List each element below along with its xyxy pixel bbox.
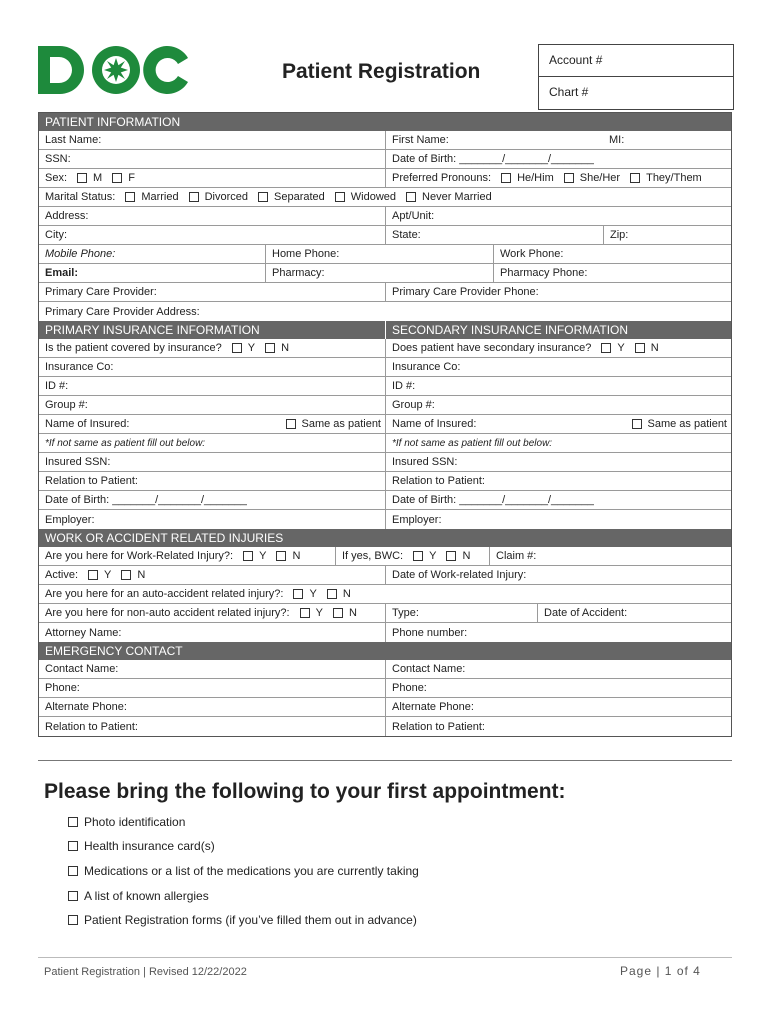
- table-row: [39, 283, 731, 302]
- table-row: [39, 169, 731, 188]
- doc-logo: [36, 44, 196, 98]
- checkbox-auto-yes[interactable]: [293, 589, 303, 599]
- primary-insurance-co-field[interactable]: Insurance Co:: [45, 361, 114, 373]
- work-injury-question: Are you here for Work-Related Injury?: Y N: [45, 550, 301, 562]
- table-row: [39, 453, 731, 472]
- address-field[interactable]: Address:: [45, 210, 89, 222]
- table-row: [39, 585, 731, 604]
- table-row: [39, 604, 731, 623]
- secondary-insured-ssn-field[interactable]: Insured SSN:: [385, 453, 731, 471]
- emergency-contact-name-2[interactable]: Contact Name:: [385, 660, 731, 678]
- table-row: [39, 207, 731, 226]
- table-row: [39, 415, 731, 434]
- section-primary-insurance: PRIMARY INSURANCE INFORMATION: [39, 321, 385, 339]
- home-phone-field[interactable]: Home Phone:: [265, 245, 493, 263]
- claim-field[interactable]: Claim #:: [489, 547, 731, 565]
- list-item: Patient Registration forms (if you’ve filled them out in advance): [68, 913, 417, 927]
- checkbox-secondary-yes[interactable]: [601, 343, 611, 353]
- table-row: [39, 150, 731, 169]
- secondary-insured-dob-field[interactable]: Date of Birth: _______/_______/_______: [385, 491, 731, 509]
- secondary-group-field[interactable]: Group #:: [385, 396, 731, 414]
- non-auto-accident-question: Are you here for non-auto accident related injury?: Y N: [45, 607, 357, 619]
- table-row: [39, 698, 731, 717]
- table-row: [39, 491, 731, 510]
- checkbox-auto-no[interactable]: [327, 589, 337, 599]
- emergency-alt-phone-1[interactable]: Alternate Phone:: [45, 701, 127, 713]
- secondary-id-field[interactable]: ID #:: [385, 377, 731, 395]
- primary-employer-field[interactable]: Employer:: [45, 513, 95, 526]
- checkbox-married[interactable]: [125, 192, 135, 202]
- checkbox-nonauto-yes[interactable]: [300, 608, 310, 618]
- secondary-insurance-co-field[interactable]: Insurance Co:: [385, 358, 731, 376]
- active-question: Active: Y N: [45, 569, 146, 581]
- checkbox-never-married[interactable]: [406, 192, 416, 202]
- attorney-name-field[interactable]: Attorney Name:: [45, 626, 122, 639]
- checkbox-nonauto-no[interactable]: [333, 608, 343, 618]
- pcp-field[interactable]: Primary Care Provider:: [45, 286, 157, 298]
- table-row: [39, 547, 731, 566]
- bring-heading: Please bring the following to your first appointment:: [44, 780, 566, 803]
- table-row: [39, 679, 731, 698]
- checkbox-sex-f[interactable]: [112, 173, 122, 183]
- table-row: [39, 358, 731, 377]
- work-phone-field[interactable]: Work Phone:: [493, 245, 731, 263]
- table-row: [39, 377, 731, 396]
- table-row: [39, 302, 731, 321]
- checkbox-registration-forms[interactable]: [68, 915, 78, 925]
- emergency-contact-name-1[interactable]: Contact Name:: [45, 663, 119, 675]
- state-field[interactable]: State:: [385, 226, 603, 244]
- pcp-address-field[interactable]: Primary Care Provider Address:: [45, 305, 200, 318]
- pharmacy-field[interactable]: Pharmacy:: [265, 264, 493, 282]
- list-item: A list of known allergies: [68, 889, 209, 903]
- table-row: [39, 245, 731, 264]
- apt-unit-field[interactable]: Apt/Unit:: [385, 207, 731, 225]
- dob-field[interactable]: Date of Birth: _______/_______/_______: [385, 150, 731, 168]
- table-row: [39, 717, 731, 736]
- email-field[interactable]: Email:: [45, 267, 79, 279]
- table-row: [39, 623, 731, 642]
- secondary-note: *If not same as patient fill out below:: [385, 434, 731, 452]
- section-work-accident: WORK OR ACCIDENT RELATED INJURIES: [39, 529, 731, 547]
- checkbox-medications[interactable]: [68, 866, 78, 876]
- checkbox-secondary-no[interactable]: [635, 343, 645, 353]
- primary-group-field[interactable]: Group #:: [45, 399, 88, 411]
- work-injury-date-field[interactable]: Date of Work-related Injury:: [385, 566, 731, 584]
- page-number: Page | 1 of 4: [620, 964, 701, 978]
- checkbox-photo-id[interactable]: [68, 817, 78, 827]
- mi-field[interactable]: MI:: [609, 134, 625, 146]
- footer-revision: Patient Registration | Revised 12/22/2022: [44, 966, 247, 978]
- checkbox-widowed[interactable]: [335, 192, 345, 202]
- checkbox-primary-same-as-patient[interactable]: [286, 419, 296, 429]
- table-row: [39, 566, 731, 585]
- sex-field: Sex: M F: [45, 172, 135, 184]
- pronouns-field: Preferred Pronouns: He/Him She/Her They/Them: [385, 169, 731, 187]
- divider: [38, 760, 732, 761]
- last-name-field[interactable]: Last Name:: [45, 134, 102, 146]
- section-patient-information: PATIENT INFORMATION: [39, 113, 731, 131]
- table-row: [39, 660, 731, 679]
- list-item: Photo identification: [68, 815, 185, 829]
- checkbox-separated[interactable]: [258, 192, 268, 202]
- table-row: [39, 226, 731, 245]
- first-name-field[interactable]: First Name:: [385, 131, 603, 149]
- chart-number-field[interactable]: Chart #: [539, 76, 733, 108]
- registration-form: [38, 112, 732, 737]
- marital-status-field: Marital Status: Married Divorced Separated Widowed Never Married: [45, 191, 492, 203]
- table-row: [39, 396, 731, 415]
- attorney-phone-field[interactable]: Phone number:: [385, 623, 731, 642]
- checkbox-allergies[interactable]: [68, 891, 78, 901]
- checkbox-bwc-yes[interactable]: [413, 551, 423, 561]
- pharmacy-phone-field[interactable]: Pharmacy Phone:: [493, 264, 731, 282]
- emergency-relation-2[interactable]: Relation to Patient:: [385, 717, 731, 736]
- mobile-phone-field[interactable]: Mobile Phone:: [45, 248, 116, 260]
- table-row: [39, 264, 731, 283]
- account-number-field[interactable]: Account #: [549, 53, 603, 67]
- section-emergency-contact: EMERGENCY CONTACT: [39, 642, 731, 660]
- checkbox-active-no[interactable]: [121, 570, 131, 580]
- table-row: [39, 434, 731, 453]
- auto-accident-question: Are you here for an auto-accident related injury?: Y N: [45, 588, 351, 600]
- bwc-question: If yes, BWC: Y N: [335, 547, 489, 565]
- emergency-phone-2[interactable]: Phone:: [385, 679, 731, 697]
- table-row: [39, 188, 731, 207]
- checkbox-she-her[interactable]: [564, 173, 574, 183]
- checkbox-insurance-card[interactable]: [68, 841, 78, 851]
- emergency-phone-1[interactable]: Phone:: [45, 682, 80, 694]
- checkbox-they-them[interactable]: [630, 173, 640, 183]
- emergency-alt-phone-2[interactable]: Alternate Phone:: [385, 698, 731, 716]
- covered-question: Is the patient covered by insurance? Y N: [45, 342, 290, 354]
- primary-name-insured-field[interactable]: Name of Insured: Same as patient: [45, 418, 381, 430]
- list-item: Medications or a list of the medications you are currently taking: [68, 864, 419, 878]
- accident-type-field[interactable]: Type:: [385, 604, 537, 622]
- primary-id-field[interactable]: ID #:: [45, 380, 69, 392]
- secondary-question: Does patient have secondary insurance? Y N: [385, 339, 731, 357]
- city-field[interactable]: City:: [45, 229, 67, 241]
- checkbox-covered-yes[interactable]: [232, 343, 242, 353]
- primary-insured-dob-field[interactable]: Date of Birth: _______/_______/_______: [45, 494, 247, 506]
- checkbox-sex-m[interactable]: [77, 173, 87, 183]
- secondary-name-insured-field[interactable]: Name of Insured: Same as patient: [385, 415, 731, 433]
- pcp-phone-field[interactable]: Primary Care Provider Phone:: [385, 283, 731, 301]
- accident-date-field[interactable]: Date of Accident:: [537, 604, 731, 622]
- primary-insured-ssn-field[interactable]: Insured SSN:: [45, 456, 111, 468]
- checkbox-work-no[interactable]: [276, 551, 286, 561]
- secondary-employer-field[interactable]: Employer:: [385, 510, 731, 529]
- footer-divider: [38, 957, 732, 958]
- secondary-relation-field[interactable]: Relation to Patient:: [385, 472, 731, 490]
- list-item: Health insurance card(s): [68, 839, 215, 853]
- table-row: [39, 510, 731, 529]
- primary-note: *If not same as patient fill out below:: [45, 437, 206, 449]
- primary-relation-field[interactable]: Relation to Patient:: [45, 475, 138, 487]
- checkbox-bwc-no[interactable]: [446, 551, 456, 561]
- table-row: [39, 339, 731, 358]
- account-chart-box: [538, 44, 734, 110]
- zip-field[interactable]: Zip:: [603, 226, 731, 244]
- table-row: [39, 472, 731, 491]
- checkbox-he-him[interactable]: [501, 173, 511, 183]
- page-title: Patient Registration: [282, 60, 481, 83]
- checkbox-divorced[interactable]: [189, 192, 199, 202]
- checkbox-covered-no[interactable]: [265, 343, 275, 353]
- checkbox-work-yes[interactable]: [243, 551, 253, 561]
- emergency-relation-1[interactable]: Relation to Patient:: [45, 720, 138, 733]
- checkbox-secondary-same-as-patient[interactable]: [632, 419, 642, 429]
- section-secondary-insurance: SECONDARY INSURANCE INFORMATION: [385, 321, 731, 339]
- checkbox-active-yes[interactable]: [88, 570, 98, 580]
- ssn-field[interactable]: SSN:: [45, 153, 71, 165]
- table-row: [39, 131, 731, 150]
